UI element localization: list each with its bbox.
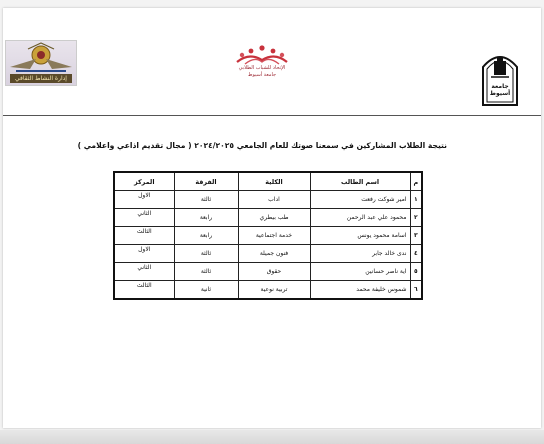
cell-faculty: اداب [238,191,310,209]
cell-num: ٢ [410,209,422,227]
table-row [114,227,422,245]
cell-rank: الثالث [114,281,174,300]
cell-num: ٣ [410,227,422,245]
cell-num: ١ [410,191,422,209]
cell-year: ثالثة [174,245,238,263]
cell-rank: الثاني [114,209,174,227]
col-header-rank: المركز [114,172,174,191]
cell-faculty: حقوق [238,263,310,281]
cultural-activity-logo [5,40,77,86]
cell-rank: الاول [114,245,174,263]
cell-name: محمود علي عبد الرحمن [310,209,410,227]
cell-rank: الاول [114,191,174,209]
cell-num: ٤ [410,245,422,263]
cell-num: ٦ [410,281,422,300]
cell-year: رابعة [174,209,238,227]
university-seal-logo [479,45,521,109]
col-header-num: م [410,172,422,191]
left-logo-caption: إدارة النشاط الثقافي [10,74,72,83]
cell-year: ثالثة [174,263,238,281]
cell-year: ثانية [174,281,238,300]
right-logo-caption: جامعة أسيوط [489,83,511,97]
table-row [114,209,422,227]
table-row [114,245,422,263]
cell-name: اسامة محمود يونس [310,227,410,245]
table-row [114,281,422,300]
col-header-faculty: الكلية [238,172,310,191]
cell-faculty: فنون جميلة [238,245,310,263]
cell-rank: الثاني [114,263,174,281]
cell-rank: الثالث [114,227,174,245]
cell-faculty: خدمة اجتماعية [238,227,310,245]
cell-year: ثالثة [174,191,238,209]
table-row [114,263,422,281]
header-divider [3,115,541,116]
cell-faculty: طب بيطري [238,209,310,227]
col-header-name: اسم الطالب [310,172,410,191]
cell-num: ٥ [410,263,422,281]
center-logo-caption-1: الإتحاد للشباب الطلابي [238,65,286,71]
results-table [113,171,423,300]
cell-year: رابعة [174,227,238,245]
col-header-year: الفرقة [174,172,238,191]
document-page [3,8,541,428]
table-row [114,191,422,209]
cell-name: اية ناصر حسانين [310,263,410,281]
student-union-logo [231,44,293,80]
center-logo-caption-2: جامعة أسيوط [247,72,277,78]
viewer-bottom-bar [0,430,544,444]
table-header-row [114,172,422,191]
cell-name: امير شوكت رفعت [310,191,410,209]
cell-name: شموس خليفة محمد [310,281,410,300]
document-heading: نتيجة الطلاب المشاركين في سمعنا صوتك للعام الجامعي ٢٠٢٤/٢٠٢٥ ( مجال تقديم اذاعي واعلامي ) [77,141,447,150]
cell-faculty: تربية نوعية [238,281,310,300]
cell-name: ندى خالد جابر [310,245,410,263]
